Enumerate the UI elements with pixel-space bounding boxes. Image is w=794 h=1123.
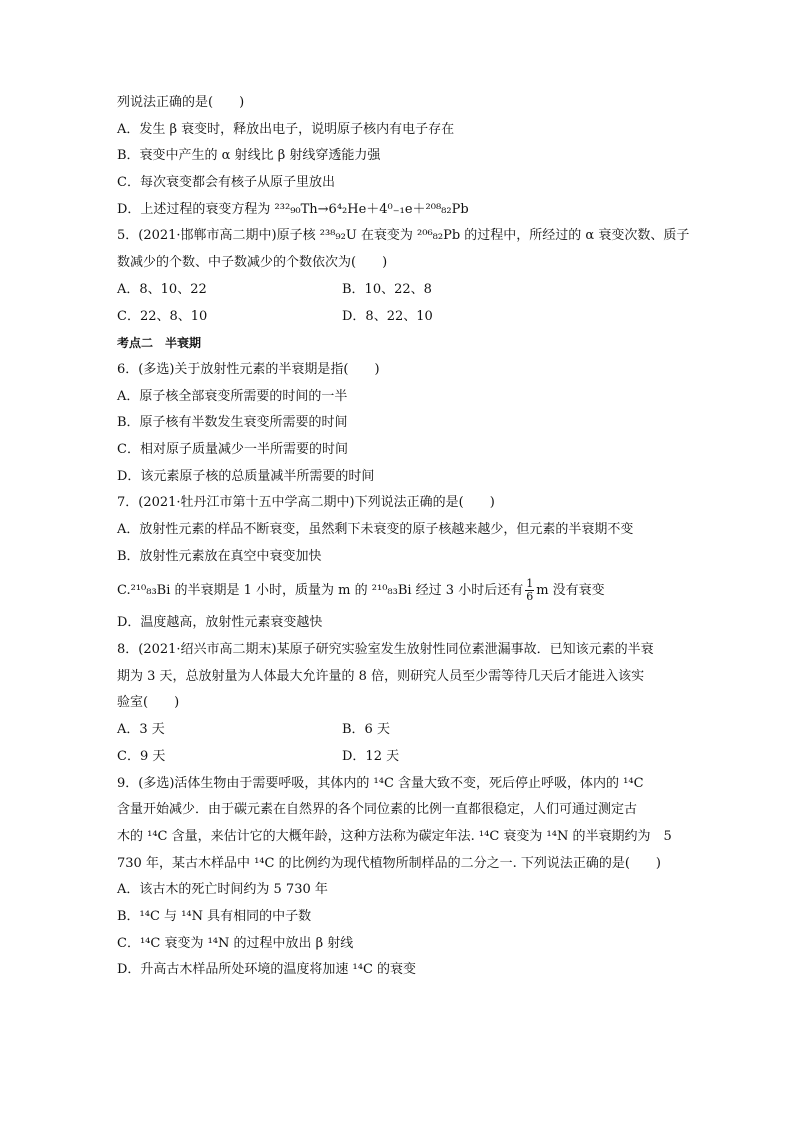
q6-option-b: B．原子核有半数发生衰变所需要的时间 [117,415,348,431]
q7-stem: 7．(2021·牡丹江市第十五中学高二期中)下列说法正确的是( ) [117,495,495,511]
q8-stem-line-3: 验室( ) [117,695,180,711]
q6-option-a: A．原子核全部衰变所需要的时间的一半 [117,388,348,404]
q4-option-b: B．衰变中产生的 α 射线比 β 射线穿透能力强 [117,148,381,164]
q8-option-b: B．6 天 [342,722,390,738]
fraction [525,578,534,603]
q5-stem-line-1: 5．(2021·邯郸市高二期中)原子核 ²³⁸₉₂U 在衰变为 ²⁰⁶₈₂Pb 的过程中，所经过的 α 衰变次数、质子 [117,228,690,244]
q8-option-c: C．9 天 [117,748,166,764]
q8-options-row-1 [117,721,677,748]
fraction-denominator: 6 [526,590,534,604]
q4-option-a: A．发生 β 衰变时，释放出电子，说明原子核内有电子存在 [117,121,455,137]
q7-option-c-text: C.²¹⁰₈₃Bi 的半衰期是 1 小时，质量为 m 的 ²¹⁰₈₃Bi 经过 3 小时后还有 [117,583,524,599]
q9-option-d: D．升高古木样品所处环境的温度将加速 ¹⁴C 的衰变 [117,962,417,978]
q5-option-d: D．8、22、10 [342,308,433,324]
q8-stem-line-1: 8．(2021·绍兴市高二期末)某原子研究实验室发生放射性同位素泄漏事故．已知该元素的半衰 [117,642,654,658]
q8-option-a: A．3 天 [117,722,165,738]
section-heading: 考点二 半衰期 [117,336,202,351]
q5-option-b: B．10、22、8 [342,281,432,297]
q9-option-c: C．¹⁴C 衰变为 ¹⁴N 的过程中放出 β 射线 [117,935,354,951]
fraction-numerator: 1 [526,577,534,591]
q7-option-a: A．放射性元素的样品不断衰变，虽然剩下未衰变的原子核越来越少，但元素的半衰期不变 [117,522,634,537]
q6-stem: 6．(多选)关于放射性元素的半衰期是指( ) [117,361,380,377]
question-page [117,94,690,988]
q5-stem-line-2: 数减少的个数、中子数减少的个数依次为( ) [117,255,388,271]
q9-stem-line-1: 9．(多选)活体生物由于需要呼吸，其体内的 ¹⁴C 含量大致不变，死后停止呼吸，体内的 ¹⁴C [117,775,644,791]
q4-option-c: C．每次衰变都会有核子从原子里放出 [117,175,335,191]
q9-stem-line-4: 730 年，某古木样品中 ¹⁴C 的比例约为现代植物所制样品的二分之一. 下列说法正确的是( ) [117,855,661,871]
q7-option-d: D．温度越高，放射性元素衰变越快 [117,615,323,631]
q8-options-row-2 [117,748,677,775]
q5-option-a: A．8、10、22 [117,281,207,297]
q9-option-b: B．¹⁴C 与 ¹⁴N 具有相同的中子数 [117,908,312,924]
q5-option-c: C．22、8、10 [117,308,208,324]
q7-option-c [117,574,677,614]
q5-options-row-2 [117,308,677,335]
q7-option-c-tail: m 没有衰变 [536,583,605,599]
q4-option-d: D．上述过程的衰变方程为 ²³²₉₀Th→6⁴₂He＋4⁰₋₁e＋²⁰⁸₈₂Pb [117,201,469,217]
q9-stem-line-3: 木的 ¹⁴C 含量，来估计它的大概年龄，这种方法称为碳定年法. ¹⁴C 衰变为 ¹⁴N 的半衰期约为 5 [117,828,672,844]
q8-option-d: D．12 天 [342,748,400,764]
q4-stem-end: 列说法正确的是( ) [117,95,245,110]
q9-stem-line-2: 含量开始减少．由于碳元素在自然界的各个同位素的比例一直都很稳定，人们可通过测定古 [117,802,638,818]
q9-option-a: A．该古木的死亡时间约为 5 730 年 [117,882,328,898]
q8-stem-line-2: 期为 3 天，总放射量为人体最大允许量的 8 倍，则研究人员至少需等待几天后才能进入该实 [117,668,645,684]
q7-option-b: B．放射性元素放在真空中衰变加快 [117,548,322,564]
q6-option-c: C．相对原子质量减少一半所需要的时间 [117,441,348,457]
q5-options-row-1 [117,281,677,308]
q6-option-d: D．该元素原子核的总质量减半所需要的时间 [117,468,375,484]
